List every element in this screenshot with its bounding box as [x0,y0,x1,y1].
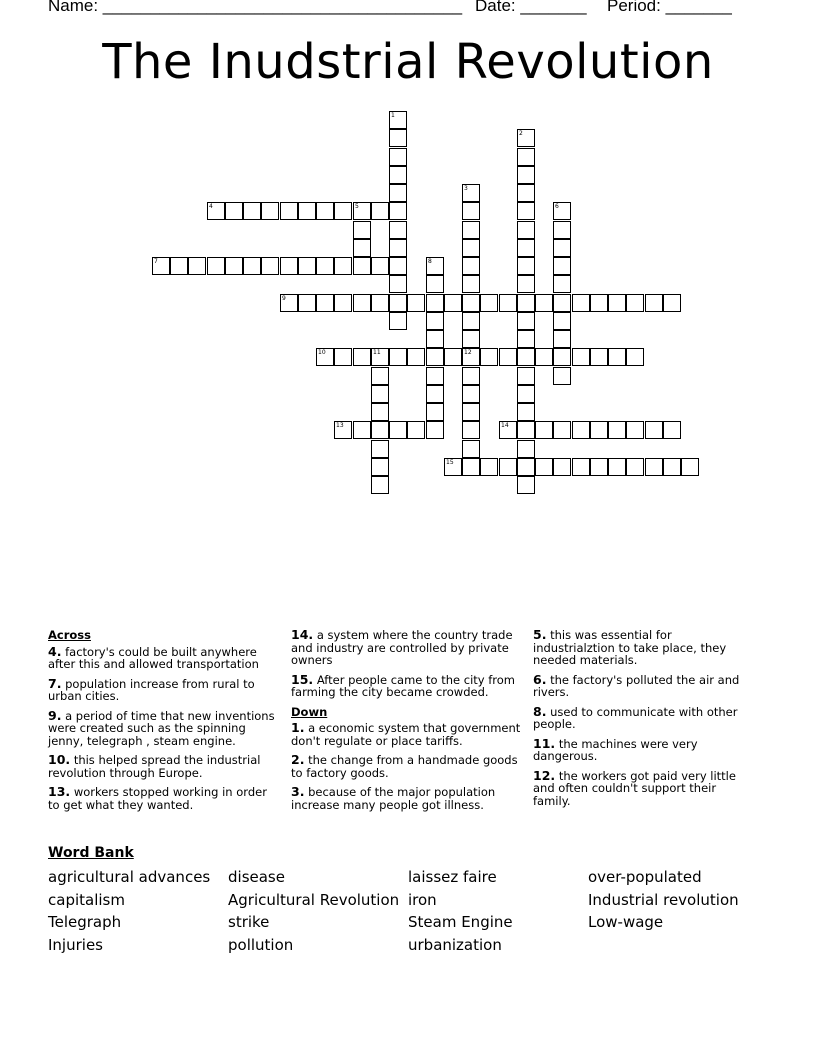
crossword-cell[interactable] [517,239,535,257]
crossword-cell[interactable] [608,348,626,366]
crossword-cell[interactable] [462,275,480,293]
crossword-cell[interactable] [462,330,480,348]
crossword-cell[interactable] [590,421,608,439]
crossword-cell[interactable] [480,294,498,312]
crossword-cell[interactable] [572,421,590,439]
crossword-cell[interactable] [572,458,590,476]
crossword-cell[interactable] [553,458,571,476]
crossword-cell[interactable] [353,421,371,439]
clue-across-7: 7. population increase from rural to urban cities. [48,675,255,703]
crossword-cell[interactable] [535,421,553,439]
clue-number-1: 1 [391,112,395,119]
crossword-cell[interactable] [553,239,571,257]
clue-number-7: 7 [154,258,158,265]
crossword-cell[interactable] [389,148,407,166]
crossword-cell[interactable] [517,166,535,184]
crossword-cell[interactable] [517,421,535,439]
crossword-cell[interactable] [681,458,699,476]
crossword-cell[interactable] [553,348,571,366]
word-bank-item: disease [228,868,285,886]
crossword-cell[interactable] [389,294,407,312]
word-bank-title: Word Bank [48,845,134,861]
crossword-cell[interactable] [371,403,389,421]
crossword-cell[interactable] [225,202,243,220]
crossword-cell[interactable] [517,330,535,348]
crossword-cell[interactable] [389,184,407,202]
crossword-cell[interactable] [517,440,535,458]
crossword-cell[interactable] [608,294,626,312]
crossword-cell[interactable] [353,294,371,312]
crossword-cell[interactable] [645,458,663,476]
crossword-cell[interactable] [207,257,225,275]
crossword-cell[interactable] [316,202,334,220]
crossword-cell[interactable] [298,257,316,275]
crossword-cell[interactable] [334,202,352,220]
crossword-cell[interactable] [389,348,407,366]
across-heading: Across [48,628,91,642]
word-bank-item: urbanization [408,935,502,954]
crossword-cell[interactable] [480,458,498,476]
crossword-cell[interactable] [389,275,407,293]
crossword-cell[interactable] [590,348,608,366]
crossword-cell[interactable] [517,403,535,421]
period-field[interactable]: Period: _______ [607,0,732,15]
clue-number-14: 14 [501,422,509,429]
crossword-cell[interactable] [426,385,444,403]
word-bank-item: laissez faire [408,868,497,886]
crossword-cell[interactable] [407,294,425,312]
crossword-cell[interactable] [371,476,389,494]
crossword-cell[interactable] [188,257,206,275]
word-bank-item: strike [228,913,270,931]
word-bank-item: Agricultural Revolution [228,890,400,909]
crossword-cell[interactable] [462,458,480,476]
word-bank-col-1 [48,866,210,956]
crossword-cell[interactable] [517,148,535,166]
crossword-cell[interactable] [572,294,590,312]
crossword-cell[interactable] [407,348,425,366]
crossword-cell[interactable] [280,202,298,220]
word-bank-col-2 [228,866,399,956]
crossword-cell[interactable] [626,421,644,439]
crossword-cell[interactable] [572,348,590,366]
down-clues-col3 [533,629,755,814]
word-bank-item: agricultural advances [48,868,211,886]
crossword-cell[interactable] [371,421,389,439]
across-clues-col1 [48,629,276,818]
word-bank-col-3 [408,866,513,956]
crossword-cell[interactable] [663,458,681,476]
crossword-cell[interactable] [261,202,279,220]
crossword-cell[interactable] [389,312,407,330]
crossword-cell[interactable] [353,348,371,366]
crossword-cell[interactable] [371,257,389,275]
crossword-cell[interactable] [170,257,188,275]
word-bank-item: Steam Engine [408,913,513,931]
crossword-cell[interactable] [535,348,553,366]
clue-down-1: 1. a economic system that government don't regulate or place tariffs. [291,720,521,748]
crossword-cell[interactable] [590,294,608,312]
crossword-cell[interactable] [298,294,316,312]
word-bank-item: pollution [228,935,294,954]
crossword-cell[interactable] [462,257,480,275]
crossword-cell[interactable] [517,476,535,494]
crossword-cell[interactable] [535,294,553,312]
crossword-cell[interactable] [371,367,389,385]
clue-number-6: 6 [555,203,559,210]
crossword-cell[interactable] [243,257,261,275]
crossword-cell[interactable] [535,458,553,476]
word-bank-item: Low-wage [588,913,664,931]
word-bank-item: over-populated [588,868,702,886]
crossword-cell[interactable] [334,257,352,275]
crossword-cell[interactable] [462,421,480,439]
crossword-cell[interactable] [444,348,462,366]
clue-down-2: 2. the change from a handmade goods to factory goods. [291,752,518,780]
crossword-cell[interactable] [389,257,407,275]
crossword-cell[interactable] [371,294,389,312]
clue-across-4: 4. factory's could be built anywhere after this and allowed transportation [48,643,259,671]
crossword-cell[interactable] [626,458,644,476]
clue-number-9: 9 [282,295,286,302]
crossword-cell[interactable] [517,312,535,330]
clue-across-10: 10. this helped spread the industrial revolution through Europe. [48,752,261,780]
crossword-cell[interactable] [316,257,334,275]
clue-across-15: 15. After people came to the city from farming the city became crowded. [291,671,516,699]
crossword-cell[interactable] [243,202,261,220]
crossword-cell[interactable] [553,257,571,275]
crossword-cell[interactable] [608,458,626,476]
crossword-cell[interactable] [462,221,480,239]
crossword-cell[interactable] [371,458,389,476]
crossword-cell[interactable] [553,421,571,439]
clues-col2 [291,629,525,818]
crossword-cell[interactable] [316,294,334,312]
crossword-cell[interactable] [517,458,535,476]
crossword-cell[interactable] [426,275,444,293]
crossword-cell[interactable] [499,294,517,312]
clue-down-5: 5. this was essential for industrialztion to take place, they needed materials. [533,627,727,667]
crossword-cell[interactable] [426,403,444,421]
word-bank-item: capitalism [48,890,125,909]
crossword-cell[interactable] [663,294,681,312]
crossword-cell[interactable] [517,367,535,385]
crossword-cell[interactable] [553,367,571,385]
page-title: The Inudstrial Revolution [102,34,714,90]
crossword-cell[interactable] [389,221,407,239]
word-bank-item: Telegraph [48,913,122,931]
clue-number-2: 2 [519,130,523,137]
crossword-cell[interactable] [462,367,480,385]
crossword-cell[interactable] [462,202,480,220]
crossword-cell[interactable] [517,275,535,293]
down-heading: Down [291,704,328,719]
crossword-cell[interactable] [225,257,243,275]
crossword-cell[interactable] [517,184,535,202]
clue-number-12: 12 [464,349,472,356]
crossword-cell[interactable] [353,239,371,257]
crossword-cell[interactable] [626,294,644,312]
crossword-cell[interactable] [553,294,571,312]
crossword-cell[interactable] [462,312,480,330]
crossword-cell[interactable] [645,294,663,312]
clue-across-13: 13. workers stopped working in order to get what they wanted. [48,784,267,812]
crossword-cell[interactable] [371,202,389,220]
crossword-cell[interactable] [444,294,462,312]
clue-number-13: 13 [336,422,344,429]
crossword-cell[interactable] [499,458,517,476]
crossword-cell[interactable] [553,312,571,330]
clue-down-8: 8. used to communicate with other people. [533,703,738,731]
crossword-cell[interactable] [426,330,444,348]
crossword-cell[interactable] [480,348,498,366]
crossword-cell[interactable] [517,257,535,275]
student-info-header [0,0,816,20]
crossword-cell[interactable] [517,385,535,403]
word-bank-col-4 [588,866,739,934]
crossword-cell[interactable] [645,421,663,439]
crossword-cell[interactable] [608,421,626,439]
clue-down-3: 3. because of the major population increase many people got illness. [291,784,496,812]
crossword-cell[interactable] [499,348,517,366]
crossword-cell[interactable] [462,239,480,257]
crossword-cell[interactable] [389,129,407,147]
clue-number-4: 4 [209,203,213,210]
crossword-cell[interactable] [389,166,407,184]
clue-number-10: 10 [318,349,326,356]
crossword-cell[interactable] [426,421,444,439]
crossword-cell[interactable] [517,294,535,312]
word-bank-item: Injuries [48,935,103,954]
crossword-cell[interactable] [517,348,535,366]
crossword-cell[interactable] [334,348,352,366]
clue-down-6: 6. the factory's polluted the air and rivers. [533,671,740,699]
crossword-cell[interactable] [517,202,535,220]
crossword-cell[interactable] [462,294,480,312]
crossword-cell[interactable] [590,458,608,476]
word-bank-item: Industrial revolution [588,890,739,909]
word-bank-item: iron [408,890,437,909]
crossword-cell[interactable] [553,330,571,348]
crossword-cell[interactable] [353,221,371,239]
crossword-cell[interactable] [426,348,444,366]
clue-number-8: 8 [428,258,432,265]
crossword-cell[interactable] [389,239,407,257]
clue-number-3: 3 [464,185,468,192]
crossword-cell[interactable] [280,257,298,275]
clue-number-15: 15 [446,459,454,466]
crossword-cell[interactable] [334,294,352,312]
clue-number-11: 11 [373,349,381,356]
crossword-cell[interactable] [462,385,480,403]
crossword-cell[interactable] [426,294,444,312]
crossword-cell[interactable] [426,367,444,385]
crossword-cell[interactable] [371,385,389,403]
crossword-cell[interactable] [426,312,444,330]
crossword-cell[interactable] [626,348,644,366]
clue-number-5: 5 [355,203,359,210]
crossword-cell[interactable] [353,257,371,275]
date-field[interactable]: Date: _______ [475,0,587,15]
crossword-cell[interactable] [371,440,389,458]
name-field[interactable]: Name: ______________________________________ [48,0,463,15]
clue-across-14: 14. a system where the country trade and industry are controlled by private owners [291,627,513,667]
crossword-cell[interactable] [553,221,571,239]
crossword-cell[interactable] [389,202,407,220]
crossword-cell[interactable] [553,275,571,293]
clue-down-11: 11. the machines were very dangerous. [533,735,698,763]
clue-across-9: 9. a period of time that new inventions were created such as the spinning jenny, telegraph , steam engine. [48,707,275,748]
crossword-cell[interactable] [389,421,407,439]
crossword-cell[interactable] [517,221,535,239]
crossword-cell[interactable] [462,440,480,458]
crossword-cell[interactable] [407,421,425,439]
clue-down-12: 12. the workers got paid very little and often couldn't support their family. [533,767,736,808]
crossword-cell[interactable] [663,421,681,439]
crossword-cell[interactable] [462,403,480,421]
crossword-cell[interactable] [261,257,279,275]
crossword-cell[interactable] [298,202,316,220]
